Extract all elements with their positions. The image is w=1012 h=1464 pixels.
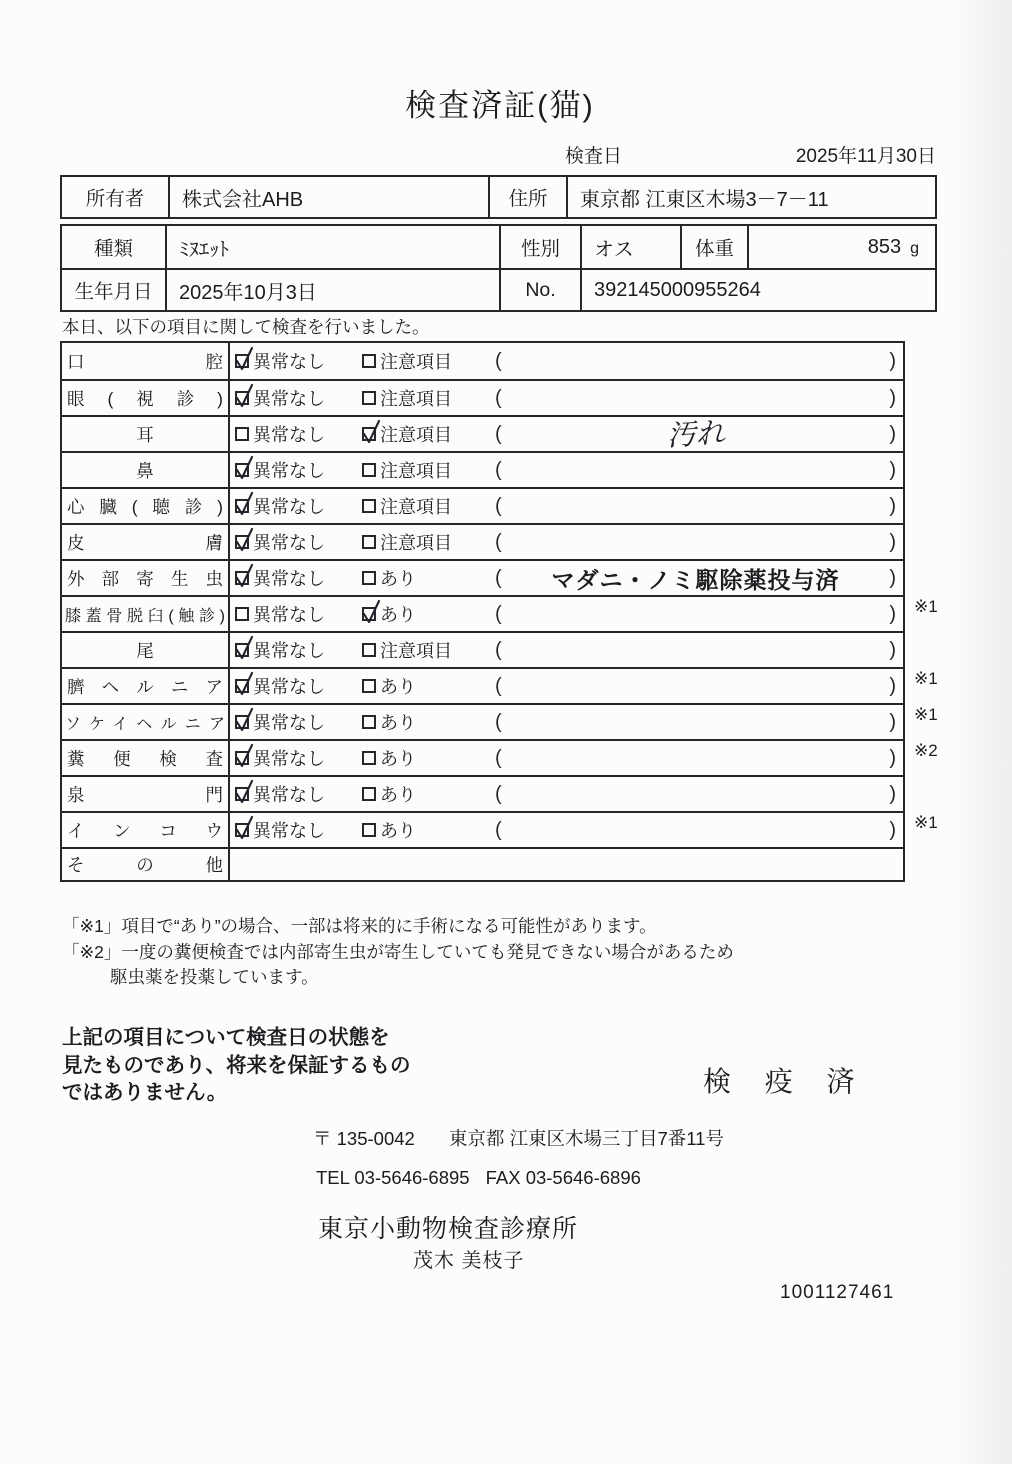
- item-label: その他: [67, 855, 223, 875]
- handwritten-check-icon: [233, 561, 257, 591]
- option-normal: [230, 385, 362, 411]
- item-note: 汚れ: [665, 417, 726, 452]
- birth-value: 2025年10月3日: [165, 270, 499, 310]
- item-label-cell: [62, 561, 230, 595]
- paren-open: (: [495, 422, 502, 445]
- checkbox-flagged: [362, 607, 376, 621]
- option-normal-label: 異常なし: [253, 352, 325, 372]
- option-flagged-label: あり: [380, 677, 416, 697]
- item-content: [230, 525, 903, 559]
- item-label: 耳: [136, 424, 154, 445]
- paren-close: ): [889, 494, 896, 517]
- paren-open: (: [495, 349, 502, 372]
- weight-value: [747, 226, 935, 268]
- weight-label: 体重: [680, 226, 747, 268]
- item-label-cell: [62, 849, 230, 880]
- option-flagged: [362, 637, 495, 663]
- option-flagged-label: 注意項目: [380, 461, 452, 481]
- checkbox-flagged: [362, 571, 376, 585]
- option-normal: [230, 529, 362, 555]
- footnote-ref: ※1: [914, 813, 938, 832]
- item-label: 心臓(聴診): [67, 496, 223, 517]
- item-label: 口腔: [67, 351, 223, 372]
- item-label-cell: [62, 813, 230, 847]
- option-flagged-label: あり: [380, 569, 416, 589]
- paren-close: ): [889, 422, 896, 445]
- paren-open: (: [495, 782, 502, 805]
- item-content: [230, 741, 903, 775]
- owner-table: [60, 175, 937, 219]
- option-normal: [230, 709, 362, 735]
- checkbox-normal: [235, 607, 249, 621]
- option-flagged-label: 注意項目: [380, 425, 452, 445]
- item-label-cell: [62, 597, 230, 631]
- option-flagged-label: 注意項目: [380, 641, 452, 661]
- option-normal: [230, 817, 362, 843]
- footnote-2-cont: 駆虫薬を投薬しています。: [110, 967, 319, 987]
- option-normal-label: 異常なし: [253, 605, 325, 625]
- item-content: [230, 343, 903, 379]
- handwritten-check-icon: [233, 669, 257, 699]
- option-flagged: [362, 817, 495, 843]
- option-flagged-label: あり: [380, 749, 416, 769]
- item-label-cell: [62, 381, 230, 415]
- checkbox-normal: [235, 427, 249, 441]
- weight-unit: g: [910, 240, 919, 257]
- option-normal-label: 異常なし: [253, 497, 325, 517]
- disclaimer-line2: 見たものであり、将来を保証するもの: [62, 1053, 411, 1077]
- handwritten-check-icon: [233, 344, 257, 374]
- option-flagged-label: 注意項目: [380, 497, 452, 517]
- paren-close: ): [889, 746, 896, 769]
- option-normal-label: 異常なし: [253, 785, 325, 805]
- paren-close: ): [889, 638, 896, 661]
- inspection-row: [62, 631, 903, 667]
- item-label: 膝蓋骨脱臼(触診): [65, 607, 225, 625]
- inspection-row: [62, 523, 903, 559]
- paren-close: ): [889, 530, 896, 553]
- option-flagged-label: 注意項目: [380, 389, 452, 409]
- paren-open: (: [495, 746, 502, 769]
- checkbox-normal: [235, 463, 249, 477]
- paren-open: (: [495, 494, 502, 517]
- breed-value: ﾐﾇｴｯﾄ: [165, 226, 499, 268]
- item-content: [230, 669, 903, 703]
- paren-open: (: [495, 566, 502, 589]
- option-normal: [230, 457, 362, 483]
- item-content: [230, 813, 903, 847]
- option-flagged: [362, 457, 495, 483]
- item-content: [230, 849, 903, 880]
- option-normal: [230, 421, 362, 447]
- postal-code: 〒 135-0042: [313, 1128, 415, 1149]
- option-normal: [230, 565, 362, 591]
- option-normal-label: 異常なし: [253, 713, 325, 733]
- item-label: 皮膚: [67, 532, 223, 553]
- checkbox-normal: [235, 715, 249, 729]
- paren-open: (: [495, 710, 502, 733]
- checkbox-normal: [235, 679, 249, 693]
- scan-shadow: [954, 0, 1012, 1464]
- handwritten-check-icon: [360, 417, 384, 447]
- checkbox-normal: [235, 354, 249, 368]
- footnote-ref: ※1: [914, 705, 938, 724]
- paren-open: (: [495, 458, 502, 481]
- option-flagged: [362, 493, 495, 519]
- checkbox-normal: [235, 391, 249, 405]
- handwritten-check-icon: [233, 705, 257, 735]
- option-flagged: [362, 348, 495, 374]
- checkbox-flagged: [362, 391, 376, 405]
- inspection-date-value: 2025年11月30日: [795, 146, 936, 167]
- checkbox-flagged: [362, 354, 376, 368]
- option-normal: [230, 673, 362, 699]
- checkbox-flagged: [362, 535, 376, 549]
- paren-open: (: [495, 818, 502, 841]
- option-flagged-label: あり: [380, 821, 416, 841]
- item-label-cell: [62, 741, 230, 775]
- item-content: [230, 597, 903, 631]
- option-normal: [230, 781, 362, 807]
- inspection-row: [62, 703, 938, 739]
- footnote-ref: ※1: [914, 597, 938, 616]
- paren-close: ): [889, 782, 896, 805]
- option-flagged: [362, 565, 495, 591]
- inspection-row: [62, 811, 938, 847]
- item-label: ソケイヘルニア: [65, 715, 225, 733]
- footnote-ref: ※1: [914, 669, 938, 688]
- checkbox-normal: [235, 571, 249, 585]
- item-label: 鼻: [136, 460, 154, 481]
- inspection-table: [60, 341, 938, 882]
- handwritten-check-icon: [233, 633, 257, 663]
- checkbox-normal: [235, 751, 249, 765]
- option-normal-label: 異常なし: [253, 677, 325, 697]
- checkbox-normal: [235, 643, 249, 657]
- address-value: 東京都 江東区木場3－7－11: [566, 177, 935, 217]
- item-label: 眼(視診): [67, 388, 223, 409]
- checkbox-normal: [235, 499, 249, 513]
- breed-label: 種類: [93, 238, 133, 260]
- option-normal-label: 異常なし: [253, 389, 325, 409]
- option-normal-label: 異常なし: [253, 533, 325, 553]
- inspection-row: [62, 343, 903, 379]
- handwritten-check-icon: [233, 489, 257, 519]
- paren-open: (: [495, 674, 502, 697]
- footnote-2: 「※2」一度の糞便検査では内部寄生虫が寄生していても発見できない場合があるため: [62, 941, 734, 962]
- clinic-name: 東京小動物検査診療所: [318, 1215, 579, 1243]
- paren-close: ): [889, 602, 896, 625]
- handwritten-check-icon: [233, 381, 257, 411]
- fax-number: FAX 03-5646-6896: [485, 1167, 641, 1188]
- owner-value: 株式会社AHB: [168, 177, 488, 217]
- item-label-cell: [62, 669, 230, 703]
- paren-close: ): [889, 386, 896, 409]
- option-flagged-label: あり: [380, 713, 416, 733]
- option-flagged: [362, 529, 495, 555]
- handwritten-check-icon: [360, 597, 384, 627]
- paren-open: (: [495, 530, 502, 553]
- inspection-row: [62, 667, 938, 703]
- item-label: インコウ: [67, 820, 223, 841]
- item-label: 尾: [136, 640, 154, 661]
- document-title: 検査済証(猫): [405, 88, 595, 123]
- item-label-cell: [62, 525, 230, 559]
- weight-number: 853: [867, 235, 902, 258]
- disclaimer: [62, 1024, 411, 1107]
- clinic-contact-line: [316, 1167, 641, 1189]
- option-flagged: [362, 745, 495, 771]
- item-content: [230, 561, 903, 595]
- option-flagged-label: あり: [380, 785, 416, 805]
- inspection-date-label: 検査日: [565, 146, 623, 167]
- item-content: [230, 705, 903, 739]
- paren-open: (: [495, 386, 502, 409]
- option-normal-label: 異常なし: [253, 641, 325, 661]
- no-value: 392145000955264: [580, 270, 935, 310]
- checkbox-normal: [235, 823, 249, 837]
- inspection-row: [62, 595, 938, 631]
- item-label-cell: [62, 489, 230, 523]
- sex-label: 性別: [499, 226, 580, 268]
- checkbox-flagged: [362, 787, 376, 801]
- option-normal: [230, 493, 362, 519]
- option-normal: [230, 637, 362, 663]
- footnote-ref: ※2: [914, 741, 938, 760]
- item-label-cell: [62, 633, 230, 667]
- footnotes: [62, 914, 734, 991]
- inspection-row: [62, 775, 903, 811]
- clinic-address: 東京都 江東区木場三丁目7番11号: [448, 1128, 724, 1149]
- clinic-address-line: [313, 1125, 724, 1151]
- checkbox-normal: [235, 535, 249, 549]
- option-flagged-label: 注意項目: [380, 352, 452, 372]
- item-content: [230, 489, 903, 523]
- item-label: 泉門: [67, 784, 223, 805]
- paren-close: ): [889, 710, 896, 733]
- option-normal-label: 異常なし: [253, 749, 325, 769]
- option-normal-label: 異常なし: [253, 425, 325, 445]
- serial-number: 1001127461: [780, 1282, 895, 1303]
- item-label: 糞便検査: [67, 748, 223, 769]
- disclaimer-line3: ではありません。: [62, 1081, 228, 1104]
- paren-close: ): [889, 458, 896, 481]
- inspection-row: [62, 739, 938, 775]
- owner-label: 所有者: [85, 188, 145, 210]
- handwritten-check-icon: [233, 741, 257, 771]
- item-label: 臍ヘルニア: [67, 676, 223, 697]
- item-label-cell: [62, 777, 230, 811]
- no-label: No.: [499, 270, 580, 310]
- animal-table: [60, 224, 937, 312]
- intro-text: 本日、以下の項目に関して検査を行いました。: [62, 317, 430, 337]
- paren-open: (: [495, 602, 502, 625]
- option-flagged: [362, 385, 495, 411]
- item-label-cell: [62, 417, 230, 451]
- option-normal-label: 異常なし: [253, 569, 325, 589]
- item-note: マダニ・ノミ駆除薬投与済: [551, 566, 840, 593]
- option-flagged-label: 注意項目: [380, 533, 452, 553]
- handwritten-check-icon: [233, 813, 257, 843]
- option-flagged: [362, 421, 495, 447]
- checkbox-flagged: [362, 679, 376, 693]
- inspection-row: [62, 415, 903, 451]
- handwritten-check-icon: [233, 777, 257, 807]
- option-normal-label: 異常なし: [253, 821, 325, 841]
- checkbox-flagged: [362, 643, 376, 657]
- option-flagged-label: あり: [380, 605, 416, 625]
- sex-value: オス: [580, 226, 680, 268]
- item-content: [230, 417, 903, 451]
- checkbox-flagged: [362, 823, 376, 837]
- option-normal: [230, 745, 362, 771]
- address-label: 住所: [488, 177, 566, 217]
- inspection-row: [62, 451, 903, 487]
- checkbox-flagged: [362, 751, 376, 765]
- examiner-name: 茂木 美枝子: [413, 1250, 525, 1272]
- item-label-cell: [62, 343, 230, 379]
- paren-close: ): [889, 349, 896, 372]
- option-flagged: [362, 673, 495, 699]
- quarantine-stamp: 検 疫 済: [703, 1066, 868, 1097]
- paren-open: (: [495, 638, 502, 661]
- option-normal: [230, 348, 362, 374]
- inspection-row: [62, 487, 903, 523]
- checkbox-normal: [235, 787, 249, 801]
- inspection-row: [62, 559, 903, 595]
- item-content: [230, 633, 903, 667]
- paren-close: ): [889, 566, 896, 589]
- paren-close: ): [889, 818, 896, 841]
- item-content: [230, 453, 903, 487]
- checkbox-flagged: [362, 463, 376, 477]
- item-content: [230, 777, 903, 811]
- option-flagged: [362, 601, 495, 627]
- paren-close: ): [889, 674, 896, 697]
- checkbox-flagged: [362, 499, 376, 513]
- checkbox-flagged: [362, 715, 376, 729]
- option-normal-label: 異常なし: [253, 461, 325, 481]
- inspection-row: [62, 847, 903, 880]
- checkbox-flagged: [362, 427, 376, 441]
- option-normal: [230, 601, 362, 627]
- option-flagged: [362, 709, 495, 735]
- footnote-1: 「※1」項目で“あり”の場合、一部は将来的に手術になる可能性があります。: [62, 916, 657, 936]
- tel-number: TEL 03-5646-6895: [316, 1167, 470, 1188]
- disclaimer-line1: 上記の項目について検査日の状態を: [62, 1026, 390, 1049]
- option-flagged: [362, 781, 495, 807]
- handwritten-check-icon: [233, 525, 257, 555]
- item-label: 外部寄生虫: [67, 568, 223, 589]
- item-label-cell: [62, 705, 230, 739]
- birth-label: 生年月日: [74, 281, 153, 303]
- item-label-cell: [62, 453, 230, 487]
- handwritten-check-icon: [233, 453, 257, 483]
